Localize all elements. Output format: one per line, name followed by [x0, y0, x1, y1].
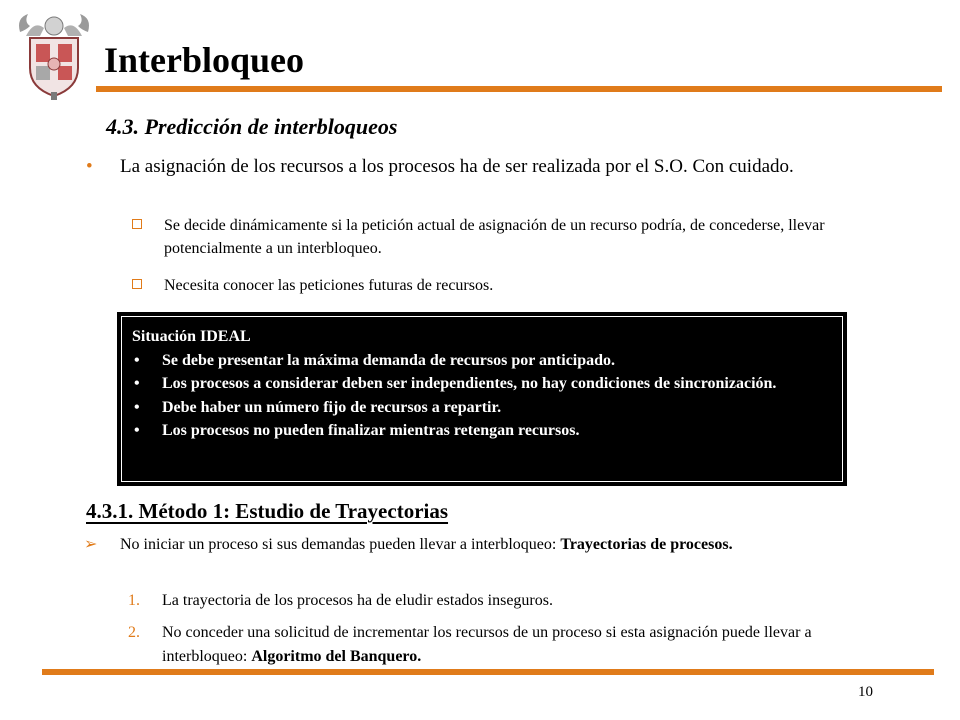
numbered-item-bold: Algoritmo del Banquero. — [251, 648, 422, 665]
arrow-item-bold: Trayectorias de procesos. — [560, 536, 733, 553]
list-item: • Los procesos no pueden finalizar mientras retengan recursos. — [132, 419, 832, 443]
numbered-item — [128, 589, 838, 613]
bullet-dot-icon: • — [134, 375, 140, 392]
numbered-item — [128, 621, 838, 669]
list-item: • Los procesos a considerar deben ser independientes, no hay condiciones de sincronización. — [132, 372, 832, 396]
page-title: Interbloqueo — [104, 40, 305, 80]
ideal-box-heading: Situación IDEAL — [132, 328, 251, 345]
arrow-bullet-icon: ➢ — [84, 536, 98, 553]
arrow-item-text: No iniciar un proceso si sus demandas pueden llevar a interbloqueo: — [120, 536, 561, 553]
sub-item — [132, 214, 872, 260]
title-divider — [96, 86, 942, 92]
numbered-item-text: No conceder una solicitud de incrementar los recursos de un proceso si esta asignación puede llevar a interbloqueo: — [162, 624, 812, 665]
square-bullet-icon — [132, 219, 142, 229]
bullet-dot-icon: • — [86, 156, 93, 177]
list-item: • Debe haber un número fijo de recursos a repartir. — [132, 396, 832, 420]
arrow-bullet-item — [84, 533, 844, 557]
bullet-dot-icon: • — [134, 398, 140, 416]
footer-divider — [42, 669, 934, 675]
section-heading: 4.3.1. Método 1: Estudio de Trayectorias — [86, 499, 449, 523]
ideal-box-list — [132, 349, 832, 443]
numbered-item-text: La trayectoria de los procesos ha de eludir estados inseguros. — [162, 592, 553, 609]
bullet-dot-icon: • — [134, 351, 140, 369]
page-number: 10 — [858, 684, 873, 700]
main-bullet — [86, 154, 906, 180]
sub-item-text: Se decide dinámicamente si la petición actual de asignación de un recurso podría, de concederse, llevar potencialmente a un interbloqueo. — [164, 217, 825, 257]
university-crest-icon — [14, 6, 94, 102]
page-subtitle: 4.3. Predicción de interbloqueos — [106, 114, 398, 139]
item-number: 1. — [128, 592, 140, 609]
main-bullet-text: La asignación de los recursos a los procesos ha de ser realizada por el S.O. Con cuidado. — [120, 156, 794, 177]
ideal-situation-box — [117, 312, 847, 486]
sub-item-text: Necesita conocer las peticiones futuras de recursos. — [164, 277, 494, 294]
bullet-dot-icon: • — [134, 422, 140, 439]
square-bullet-icon — [132, 279, 142, 289]
item-number: 2. — [128, 624, 140, 641]
list-item: • Se debe presentar la máxima demanda de recursos por anticipado. — [132, 349, 832, 373]
sub-item — [132, 274, 872, 297]
